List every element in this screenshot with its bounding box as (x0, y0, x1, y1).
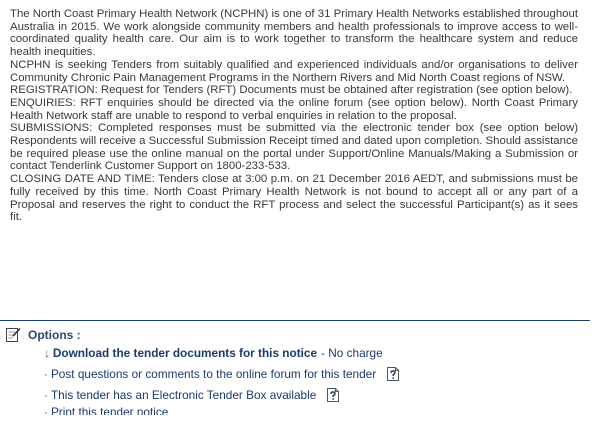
option-download (44, 342, 564, 363)
notepad-check-icon (4, 326, 22, 344)
notice-paragraph-closing: CLOSING DATE AND TIME: Tenders close at 3:00 p.m. on 21 December 2016 AEDT, and submissions must be fully received by this time. North Coast Primary Health Network is not bound to accept all or any part of a Proposal and reserves the right to conduct the RFT process and select the successful Participant(s) as it sees fit. (10, 173, 578, 224)
options-label: Options : (28, 328, 81, 342)
section-divider (0, 320, 590, 321)
options-list (44, 342, 564, 415)
option-print (44, 405, 564, 415)
bullet: · (44, 387, 48, 402)
download-arrow: ↓ (44, 345, 50, 360)
notice-paragraph-enquiries: ENQUIRIES: RFT enquiries should be directed via the online forum (see option below). North Coast Primary Health Network staff are unable to respond to verbal enquiries in relation to the proposal. (10, 96, 578, 122)
option-forum (44, 363, 564, 384)
help-document-icon[interactable] (326, 387, 340, 403)
tender-notice-description (10, 8, 578, 224)
option-tender-box (44, 384, 564, 405)
notice-paragraph-registration: REGISTRATION: Request for Tenders (RFT) Documents must be obtained after registration (see option below). (10, 84, 573, 97)
print-notice-link[interactable]: Print this tender notice (50, 405, 169, 415)
electronic-tender-box-link[interactable]: This tender has an Electronic Tender Box available (50, 387, 317, 402)
no-charge-note: - No charge (321, 345, 383, 360)
notice-paragraph-seeking: NCPHN is seeking Tenders from suitably qualified and experienced individuals and/or organisations to deliver Community Chronic Pain Management Programs in the Northern Rivers and Mid North Coast regions of NSW. (10, 58, 578, 84)
notice-paragraph-intro: The North Coast Primary Health Network (NCPHN) is one of 31 Primary Health Networks established throughout Australia in 2015. We work alongside community members and health professionals to improve access to well-coordinated quality health care. Our aim is to work together to transform the healthcare system and reduce health inequities. (10, 8, 578, 59)
online-forum-link[interactable]: Post questions or comments to the online forum for this tender (50, 366, 377, 381)
bullet: · (44, 405, 48, 415)
bullet: · (44, 366, 48, 381)
notice-paragraph-submissions: SUBMISSIONS: Completed responses must be submitted via the electronic tender box (see option below) Respondents will receive a Successful Submission Receipt timed and dated upon completion. Should assistance be required please use the online manual on the portal under Support/Online Manuals/Making a Submission or contact Tenderlink Customer Support on 1800-233-533. (10, 122, 578, 173)
help-document-icon[interactable] (386, 366, 400, 382)
download-documents-link[interactable]: Download the tender documents for this notice (52, 345, 318, 360)
